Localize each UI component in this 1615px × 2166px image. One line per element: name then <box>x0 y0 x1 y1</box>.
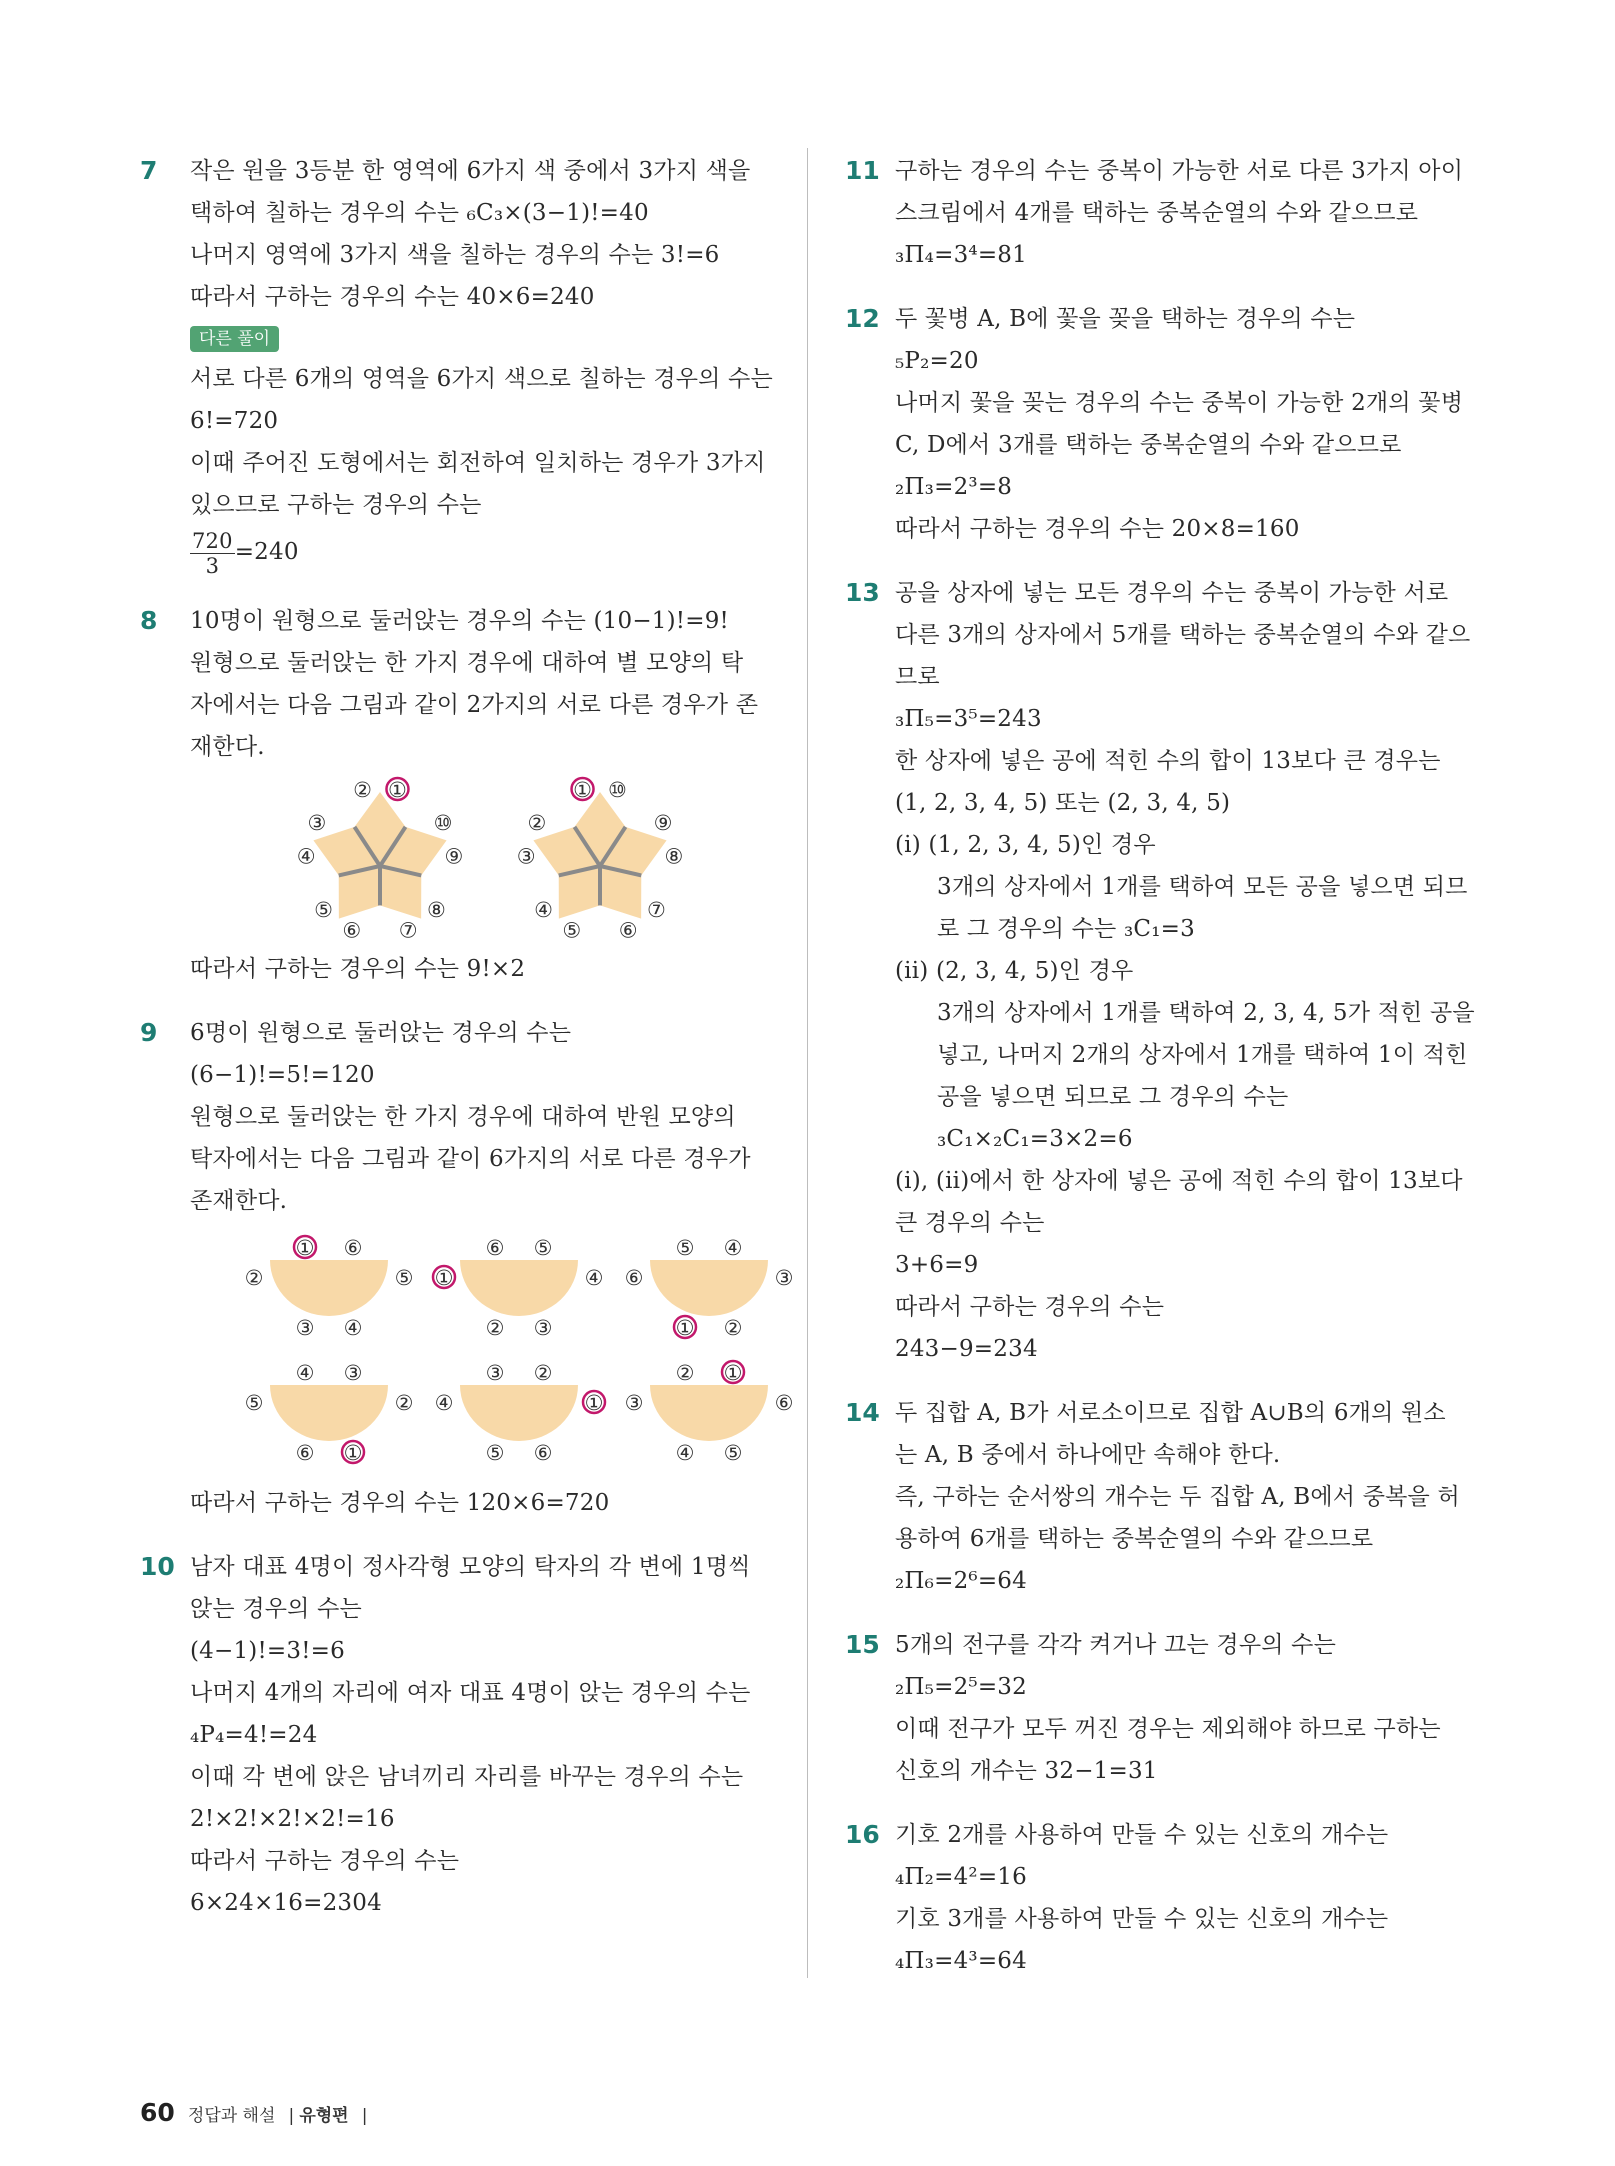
denominator: 3 <box>205 553 220 578</box>
problem-number: 9 <box>140 1018 158 1047</box>
seat-label: ⑤ <box>485 1441 505 1465</box>
text-line: 자에서는 다음 그림과 같이 2가지의 서로 다른 경우가 존 <box>190 692 759 718</box>
text-line: 나머지 영역에 3가지 색을 칠하는 경우의 수는 3!=6 <box>190 242 720 268</box>
seat-label: ⑥ <box>343 1236 363 1260</box>
semicircle-table <box>270 1385 388 1441</box>
seat-label: ⑥ <box>624 1266 644 1290</box>
seat-label: ④ <box>343 1316 363 1340</box>
text-line: 서로 다른 6개의 영역을 6가지 색으로 칠하는 경우의 수는 <box>190 366 773 392</box>
text-line: (4−1)!=3!=6 <box>190 1638 345 1664</box>
seat-label: ⑥ <box>774 1391 794 1415</box>
text-line: 따라서 구하는 경우의 수는 20×8=160 <box>895 516 1300 542</box>
seat-label: ⑥ <box>485 1236 505 1260</box>
text-line: 구하는 경우의 수는 중복이 가능한 서로 다른 3가지 아이 <box>895 158 1464 184</box>
seat-label: ① <box>388 778 407 803</box>
seat-label: ② <box>675 1361 695 1385</box>
seat-label: ④ <box>723 1236 743 1260</box>
text-line: 앉는 경우의 수는 <box>190 1596 362 1622</box>
seat-label: ③ <box>624 1391 644 1415</box>
seat-label: ⑥ <box>533 1441 553 1465</box>
problem-number: 15 <box>845 1630 880 1659</box>
seat-label: ① <box>573 778 592 803</box>
seat-label: ① <box>295 1236 315 1260</box>
seat-label: ② <box>485 1316 505 1340</box>
text-line: 용하여 6개를 택하는 중복순열의 수와 같으므로 <box>895 1526 1374 1552</box>
problem-number: 8 <box>140 606 158 635</box>
text-line: (1, 2, 3, 4, 5) 또는 (2, 3, 4, 5) <box>895 790 1231 816</box>
fraction-result: =240 <box>234 539 299 565</box>
problem-number: 14 <box>845 1398 880 1427</box>
text-line: ₃Π₄=3⁴=81 <box>895 242 1027 268</box>
text-line: 따라서 구하는 경우의 수는 <box>895 1294 1165 1320</box>
problem-16 <box>845 1814 1485 1982</box>
problem-8 <box>140 600 770 990</box>
semicircle-table <box>460 1260 578 1316</box>
text-line: 탁자에서는 다음 그림과 같이 6가지의 서로 다른 경우가 <box>190 1146 751 1172</box>
text-line: ₄Π₂=4²=16 <box>895 1864 1027 1890</box>
left-column <box>140 150 794 1946</box>
text-line: 다른 3개의 상자에서 5개를 택하는 중복순열의 수와 같으 <box>895 622 1471 648</box>
text-line: ₂Π₃=2³=8 <box>895 474 1013 500</box>
seat-label: ⑦ <box>647 897 666 922</box>
text-line: 따라서 구하는 경우의 수는 40×6=240 <box>190 284 595 310</box>
text-line: (ii) (2, 3, 4, 5)인 경우 <box>895 958 1134 984</box>
footer-separator: | <box>361 2106 368 2126</box>
text-line: 작은 원을 3등분 한 영역에 6가지 색 중에서 3가지 색을 <box>190 158 751 184</box>
text-line: 3+6=9 <box>895 1252 979 1278</box>
text-line: 공을 넣으면 되므로 그 경우의 수는 <box>937 1084 1289 1110</box>
text-line: 두 집합 A, B가 서로소이므로 집합 A∪B의 6개의 원소 <box>895 1400 1446 1426</box>
text-line: 이때 전구가 모두 꺼진 경우는 제외해야 하므로 구하는 <box>895 1716 1441 1742</box>
seat-label: ① <box>723 1361 743 1385</box>
seat-label: ⑥ <box>342 918 362 943</box>
pentagon-figure <box>280 774 800 944</box>
semicircle-figure <box>200 1228 800 1478</box>
text-line: 6×24×16=2304 <box>190 1890 382 1916</box>
seat-label: ③ <box>295 1316 315 1340</box>
seat-label: ① <box>434 1266 454 1290</box>
seat-label: ④ <box>434 1391 454 1415</box>
seat-label: ① <box>343 1441 363 1465</box>
text-line: 따라서 구하는 경우의 수는 120×6=720 <box>190 1490 610 1516</box>
text-line: 6명이 원형으로 둘러앉는 경우의 수는 <box>190 1020 572 1046</box>
text-line: 나머지 꽃을 꽂는 경우의 수는 중복이 가능한 2개의 꽃병 <box>895 390 1464 416</box>
seat-label: ⑤ <box>675 1236 695 1260</box>
seat-label: ② <box>244 1266 264 1290</box>
text-line: 원형으로 둘러앉는 한 가지 경우에 대하여 반원 모양의 <box>190 1104 736 1130</box>
text-line: ₄Π₃=4³=64 <box>895 1948 1027 1974</box>
problem-number: 10 <box>140 1552 175 1581</box>
text-line: 이때 각 변에 앉은 남녀끼리 자리를 바꾸는 경우의 수는 <box>190 1764 744 1790</box>
text-line: 넣고, 나머지 2개의 상자에서 1개를 택하여 1이 적힌 <box>937 1042 1468 1068</box>
text-line: 공을 상자에 넣는 모든 경우의 수는 중복이 가능한 서로 <box>895 580 1449 606</box>
text-line: 243−9=234 <box>895 1336 1038 1362</box>
semicircle-table <box>460 1385 578 1441</box>
seat-label: ⑩ <box>608 778 627 803</box>
problem-12 <box>845 298 1485 550</box>
fraction-line <box>190 526 770 578</box>
seat-label: ⑤ <box>244 1391 264 1415</box>
seat-label: ① <box>584 1391 604 1415</box>
text-line: 2!×2!×2!×2!=16 <box>190 1806 395 1832</box>
text-line: ₄P₄=4!=24 <box>190 1722 318 1748</box>
problem-10 <box>140 1546 770 1924</box>
seat-label: ⑤ <box>723 1441 743 1465</box>
footer-separator: | <box>288 2106 295 2126</box>
text-line: 즉, 구하는 순서쌍의 개수는 두 집합 A, B에서 중복을 허 <box>895 1484 1460 1510</box>
problem-number: 12 <box>845 304 880 333</box>
text-line: 이때 주어진 도형에서는 회전하여 일치하는 경우가 3가지 <box>190 450 766 476</box>
footer-title: 정답과 해설 <box>187 2106 276 2126</box>
text-line: 존재한다. <box>190 1188 288 1214</box>
seat-label: ④ <box>584 1266 604 1290</box>
semicircle-table <box>270 1260 388 1316</box>
seat-label: ⑧ <box>427 897 446 922</box>
text-line: 스크림에서 4개를 택하는 중복순열의 수와 같으므로 <box>895 200 1419 226</box>
seat-label: ④ <box>534 897 553 922</box>
text-line: ₅P₂=20 <box>895 348 979 374</box>
semicircle-table <box>650 1385 768 1441</box>
seat-label: ⑦ <box>398 918 418 943</box>
text-line: ₃C₁×₂C₁=3×2=6 <box>937 1126 1133 1152</box>
text-line: 3개의 상자에서 1개를 택하여 모든 공을 넣으면 되므 <box>937 874 1468 900</box>
right-column <box>845 150 1485 2004</box>
pentagons-diagram <box>190 774 770 944</box>
semicircles-diagram <box>190 1228 794 1478</box>
text-line: ₂Π₅=2⁵=32 <box>895 1674 1027 1700</box>
problem-number: 7 <box>140 156 158 185</box>
seat-label: ⑤ <box>314 897 333 922</box>
problem-15 <box>845 1624 1485 1792</box>
seat-label: ③ <box>516 844 536 869</box>
text-line: 택하여 칠하는 경우의 수는 ₆C₃×(3−1)!=40 <box>190 200 649 226</box>
page-number: 60 <box>140 2098 175 2127</box>
alt-solution-badge: 다른 풀이 <box>190 326 279 352</box>
text-line: 두 꽃병 A, B에 꽃을 꽂을 택하는 경우의 수는 <box>895 306 1356 332</box>
text-line: 원형으로 둘러앉는 한 가지 경우에 대하여 별 모양의 탁 <box>190 650 744 676</box>
text-line: 10명이 원형으로 둘러앉는 경우의 수는 (10−1)!=9! <box>190 608 729 634</box>
text-line: 3개의 상자에서 1개를 택하여 2, 3, 4, 5가 적힌 공을 <box>937 1000 1475 1026</box>
fraction <box>190 529 235 578</box>
semicircle-table <box>650 1260 768 1316</box>
seat-label: ④ <box>675 1441 695 1465</box>
seat-label: ② <box>527 811 547 836</box>
text-line: 는 A, B 중에서 하나에만 속해야 한다. <box>895 1442 1281 1468</box>
seat-label: ⑧ <box>664 844 684 869</box>
text-line: 따라서 구하는 경우의 수는 <box>190 1848 460 1874</box>
problem-number: 16 <box>845 1820 880 1849</box>
text-line: 나머지 4개의 자리에 여자 대표 4명이 앉는 경우의 수는 <box>190 1680 751 1706</box>
text-line: (i) (1, 2, 3, 4, 5)인 경우 <box>895 832 1156 858</box>
seat-label: ③ <box>343 1361 363 1385</box>
text-line: 있으므로 구하는 경우의 수는 <box>190 492 482 518</box>
text-line: C, D에서 3개를 택하는 중복순열의 수와 같으므로 <box>895 432 1402 458</box>
text-line: (i), (ii)에서 한 상자에 넣은 공에 적힌 수의 합이 13보다 <box>895 1168 1463 1194</box>
seat-label: ⑤ <box>533 1236 553 1260</box>
text-line: ₃Π₅=3⁵=243 <box>895 706 1042 732</box>
page-footer <box>140 2098 367 2127</box>
text-line: (6−1)!=5!=120 <box>190 1062 375 1088</box>
text-line: 로 그 경우의 수는 ₃C₁=3 <box>937 916 1195 942</box>
numerator: 720 <box>192 528 233 553</box>
text-line: 기호 3개를 사용하여 만들 수 있는 신호의 개수는 <box>895 1906 1389 1932</box>
seat-label: ① <box>675 1316 695 1340</box>
seat-label: ⑩ <box>433 811 453 836</box>
text-line: 큰 경우의 수는 <box>895 1210 1045 1236</box>
seat-label: ② <box>723 1316 743 1340</box>
problem-7 <box>140 150 773 578</box>
seat-label: ⑤ <box>562 918 582 943</box>
text-line: 따라서 구하는 경우의 수는 9!×2 <box>190 956 526 982</box>
text-line: 기호 2개를 사용하여 만들 수 있는 신호의 개수는 <box>895 1822 1389 1848</box>
seat-label: ③ <box>307 811 327 836</box>
column-divider <box>807 148 808 1978</box>
problem-number: 11 <box>845 156 880 185</box>
seat-label: ② <box>533 1361 553 1385</box>
problem-13 <box>845 572 1485 1370</box>
text-line: 신호의 개수는 32−1=31 <box>895 1758 1158 1784</box>
seat-label: ⑤ <box>394 1266 414 1290</box>
seat-label: ③ <box>485 1361 505 1385</box>
text-line: 남자 대표 4명이 정사각형 모양의 탁자의 각 변에 1명씩 <box>190 1554 751 1580</box>
seat-label: ⑥ <box>295 1441 315 1465</box>
seat-label: ④ <box>296 844 316 869</box>
seat-label: ④ <box>295 1361 315 1385</box>
seat-label: ② <box>394 1391 414 1415</box>
seat-label: ③ <box>533 1316 553 1340</box>
problem-number: 13 <box>845 578 880 607</box>
problem-11 <box>845 150 1485 276</box>
text-line: 한 상자에 넣은 공에 적힌 수의 합이 13보다 큰 경우는 <box>895 748 1441 774</box>
seat-label: ⑨ <box>653 811 673 836</box>
footer-subtitle: 유형편 <box>299 2106 349 2126</box>
text-line: 6!=720 <box>190 408 279 434</box>
text-line: ₂Π₆=2⁶=64 <box>895 1568 1027 1594</box>
seat-label: ⑥ <box>618 918 638 943</box>
seat-label: ③ <box>774 1266 794 1290</box>
seat-label: ② <box>353 778 372 803</box>
seat-label: ⑨ <box>444 844 464 869</box>
text-line: 므로 <box>895 664 940 690</box>
problem-14 <box>845 1392 1485 1602</box>
text-line: 재한다. <box>190 734 265 760</box>
problem-9 <box>140 1012 794 1524</box>
text-line: 5개의 전구를 각각 켜거나 끄는 경우의 수는 <box>895 1632 1337 1658</box>
